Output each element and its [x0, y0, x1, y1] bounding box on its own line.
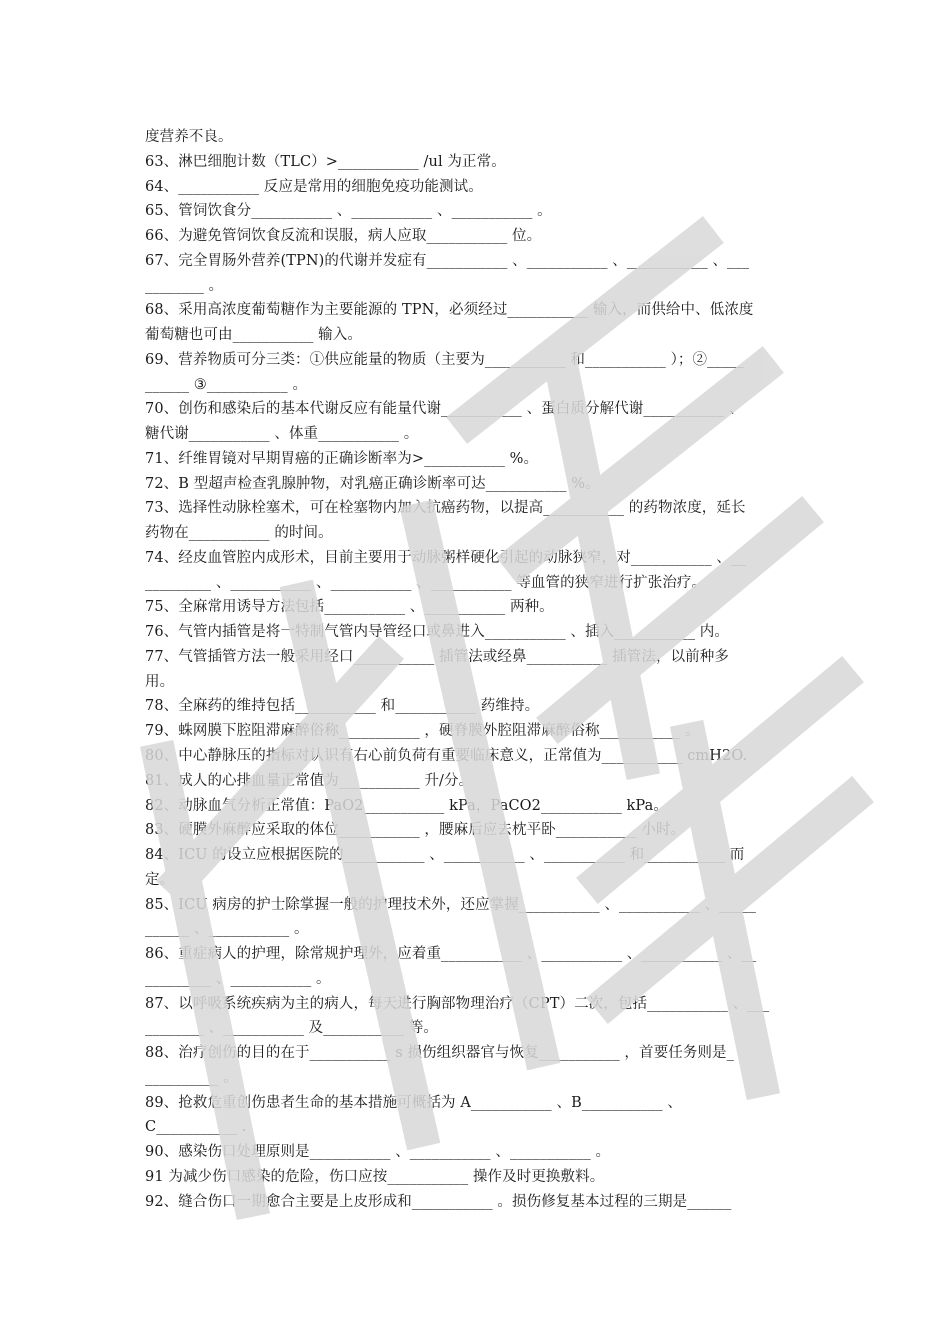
text-line: 83、硬膜外麻醉应采取的体位___________ ，腰麻后应去枕平卧___________ 小时。 [145, 822, 686, 839]
text-line: 定。 [145, 871, 175, 888]
text-line: 70、创伤和感染后的基本代谢反应有能量代谢___________ 、蛋白质分解代谢___________ 、 [145, 401, 744, 418]
text-line: 92、缝合伤口一期愈合主要是上皮形成和___________ 。损伤修复基本过程的三期是______ [145, 1193, 732, 1210]
text-line: 药物在___________ 的时间。 [145, 525, 333, 542]
text-line: 71、纤维胃镜对早期胃癌的正确诊断率为>___________ %。 [145, 450, 539, 467]
text-line: 67、完全胃肠外营养(TPN)的代谢并发症有___________ 、___________ 、___________ 、___ [145, 252, 750, 269]
text-line: 81、成人的心排血量正常值为___________ 升/分。 [145, 772, 474, 789]
text-line: 用。 [145, 673, 175, 690]
text-line: ______ 、___________ 。 [145, 921, 309, 938]
text-line: 64、___________ 反应是常用的细胞免疫功能测试。 [145, 178, 483, 195]
text-line: 76、气管内插管是将一特制气管内导管经口或鼻进入___________ 、插入___________ 内。 [145, 624, 729, 641]
text-line: 75、全麻常用诱导方法包括___________ 、___________ 两种。 [145, 599, 554, 616]
text-line: 66、为避免管饲饮食反流和误服，病人应取___________ 位。 [145, 228, 542, 245]
text-line: 91 为减少伤口感染的危险，伤口应按___________ 操作及时更换敷料。 [145, 1168, 605, 1185]
text-line: ______ ③___________ 。 [145, 376, 308, 393]
text-line: _________ 、___________ 、___________ 、___________ 等血管的狭窄进行扩张治疗。 [145, 574, 707, 591]
text-line: 65、管饲饮食分___________ 、___________ 、___________ 。 [145, 203, 552, 220]
text-line: 78、全麻药的维持包括___________ 和___________ 药维持。 [145, 698, 540, 715]
text-line: 90、感染伤口处理原则是___________ 、___________ 、___________ 。 [145, 1144, 611, 1161]
text-line: C___________ . [145, 1119, 247, 1136]
text-line: ________ 、___________ 及___________ 等。 [145, 1020, 439, 1037]
text-line: ________ 。 [145, 277, 224, 294]
text-line: _________ 、___________ 。 [145, 970, 331, 987]
text-line: 72、B 型超声检查乳腺肿物，对乳癌正确诊断率可达___________ %。 [145, 475, 600, 492]
text-line: 69、营养物质可分三类：①供应能量的物质（主要为___________ 和___________ ）；②_____ [145, 351, 744, 368]
text-line: 89、抢救危重创伤患者生命的基本措施可概括为 A___________ 、B___________ 、 [145, 1094, 683, 1111]
text-line: 85、ICU 病房的护士除掌握一般的护理技术外，还应掌握___________ 、___________ 、_____ [145, 896, 756, 913]
text-line: 63、淋巴细胞计数（TLC）>___________ /ul 为正常。 [145, 153, 506, 170]
text-line: 82、动脉血气分析正常值：PaO2___________ kPa，PaCO2___________ kPa。 [145, 797, 668, 814]
text-line: 68、采用高浓度葡萄糖作为主要能源的 TPN，必须经过___________ 输入，而供给中、低浓度 [145, 302, 754, 319]
text-line: 84、ICU 的设立应根据医院的___________ 、___________ 、___________ 和___________ 而 [145, 847, 745, 864]
text-line: 80、中心静脉压的指标对认识有右心前负荷有重要临床意义，正常值为___________ cmH2O. [145, 748, 748, 764]
text-line: 88、治疗创伤的目的在于___________ s 损伤组织器官与恢复___________ ，首要任务则是_ [145, 1045, 734, 1062]
text-line: 79、蛛网膜下腔阻滞麻醉俗称___________ ，硬脊膜外腔阻滞麻醉俗称___________ 。 [145, 723, 700, 740]
text-line: __________ 。 [145, 1069, 238, 1086]
text-line: 糖代谢___________ 、体重___________ 。 [145, 426, 419, 443]
text-line: 74、经皮血管腔内成形术，目前主要用于动脉粥样硬化引起的动脉狭窄，对___________ 、__ [145, 549, 746, 566]
text-line: 77、气管插管方法一般采用经口___________ 插管法或经鼻___________ 插管法，以前种多 [145, 648, 729, 665]
text-line: 87、以呼吸系统疾病为主的病人，每天进行胸部物理治疗（CPT）二次，包括___________ 、___ [145, 995, 770, 1012]
text-line: 73、选择性动脉栓塞术，可在栓塞物内加入抗癌药物，以提高___________ 的药物浓度，延长 [145, 500, 746, 517]
text-line: 86、重症病人的护理，除常规护理外，应着重___________ 、___________ 、___________ 、__ [145, 946, 757, 963]
text-line: 度营养不良。 [145, 129, 233, 145]
text-line: 葡萄糖也可由___________ 输入。 [145, 327, 362, 344]
